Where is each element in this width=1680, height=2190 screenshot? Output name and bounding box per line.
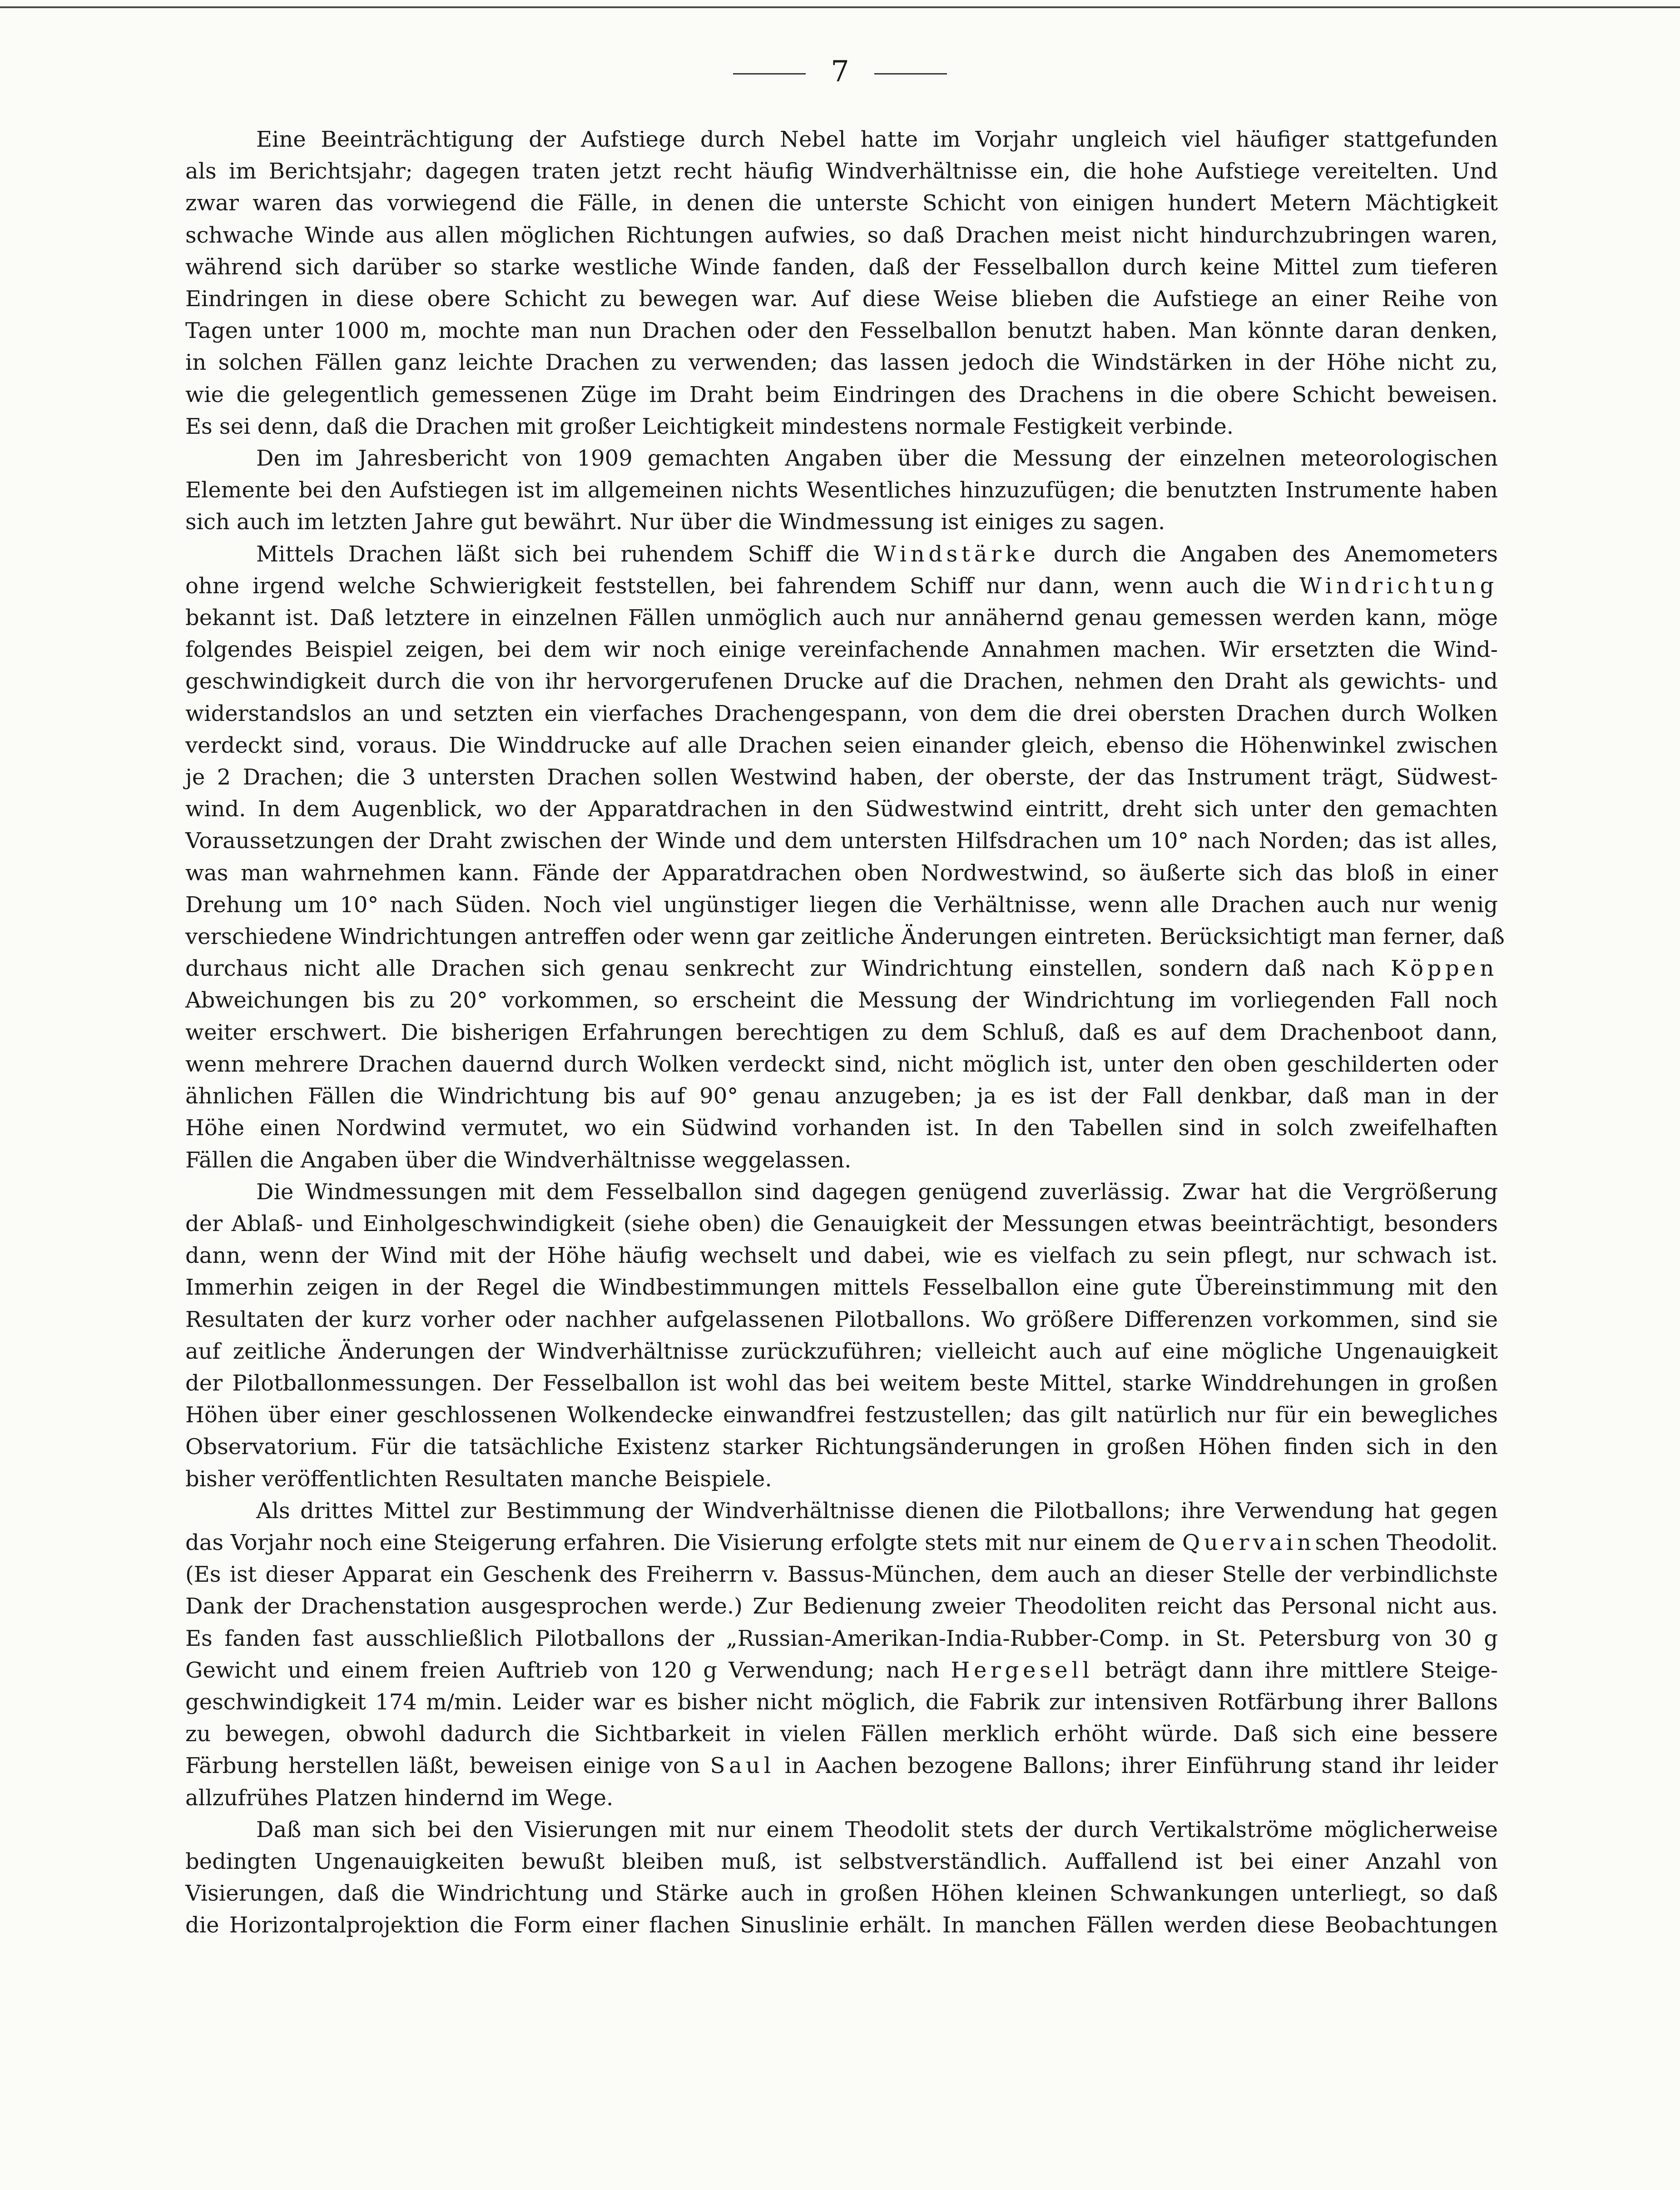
text-line: (Es ist dieser Apparat ein Geschenk des Freiherrn v. Bassus-München, dem auch an dieser Stelle der verbindlichste <box>185 1562 1498 1588</box>
text-line: Den im Jahresbericht von 1909 gemachten Angaben über die Messung der einzelnen meteorologischen <box>256 446 1498 472</box>
text-line: bedingten Ungenauigkeiten bewußt bleiben muß, ist selbstverständlich. Auffallend ist bei einer Anzahl von <box>185 1848 1498 1874</box>
text-line: wie die gelegentlich gemessenen Züge im Draht beim Eindringen des Drachens in die obere Schicht beweisen. <box>185 382 1498 407</box>
spaced-name: Windrichtung <box>1299 573 1498 599</box>
text-line: dann, wenn der Wind mit der Höhe häufig wechselt und dabei, wie es vielfach zu sein pflegt, nur schwach ist. <box>185 1243 1498 1269</box>
text-line: Resultaten der kurz vorher oder nachher aufgelassenen Pilotballons. Wo größere Differenzen vorkommen, sind sie <box>185 1306 1498 1332</box>
text-line: Höhen über einer geschlossenen Wolkendecke einwandfrei festzustellen; das gilt natürlich nur für ein bewegliches <box>185 1402 1498 1428</box>
text-line: Eine Beeinträchtigung der Aufstiege durch Nebel hatte im Vorjahr ungleich viel häufiger stattgefunden <box>256 127 1498 152</box>
text-line: Höhe einen Nordwind vermutet, wo ein Südwind vorhanden ist. In den Tabellen sind in solch zweifelhaften <box>185 1115 1498 1141</box>
text-line: durchaus nicht alle Drachen sich genau senkrecht zur Windrichtung einstellen, sondern daß nach Köppen <box>185 956 1498 982</box>
text-line: geschwindigkeit 174 m/min. Leider war es bisher nicht möglich, die Fabrik zur intensiven Rotfärbung ihrer Ballons <box>185 1689 1498 1715</box>
text-line: bekannt ist. Daß letztere in einzelnen Fällen unmöglich auch nur annähernd genau gemessen werden kann, möge <box>185 605 1498 631</box>
text-line: Elemente bei den Aufstiegen ist im allgemeinen nichts Wesentliches hinzuzufügen; die benutzten Instrumente haben <box>185 477 1498 503</box>
text-line: Drehung um 10° nach Süden. Noch viel ungünstiger liegen die Verhältnisse, wenn alle Drachen auch nur wenig <box>185 892 1498 918</box>
paragraph <box>185 442 1498 538</box>
text-line: Als drittes Mittel zur Bestimmung der Windverhältnisse dienen die Pilotballons; ihre Verwendung hat gegen <box>256 1498 1498 1524</box>
text-line: die Horizontalprojektion die Form einer flachen Sinuslinie erhält. In manchen Fällen werden diese Beobachtungen <box>185 1912 1498 1938</box>
spaced-name: Quervain <box>1182 1530 1315 1555</box>
text-line: Mittels Drachen läßt sich bei ruhendem Schiff die Windstärke durch die Angaben des Anemometers <box>256 541 1498 567</box>
page-number: 7 <box>831 55 849 89</box>
text-line: Voraussetzungen der Draht zwischen der Winde und dem untersten Hilfsdrachen um 10° nach Norden; das ist alles, <box>185 828 1498 854</box>
text-line: Eindringen in diese obere Schicht zu bewegen war. Auf diese Weise blieben die Aufstiege an einer Reihe von <box>185 286 1498 312</box>
paragraph <box>185 1176 1498 1495</box>
text-line: Die Windmessungen mit dem Fesselballon sind dagegen genügend zuverlässig. Zwar hat die Vergrößerung <box>256 1179 1498 1205</box>
text-line: allzufrühes Platzen hindernd im Wege. <box>185 1785 614 1811</box>
spaced-name: Hergesell <box>951 1657 1094 1683</box>
paragraph <box>185 1814 1498 1942</box>
text-line: widerstandslos an und setzten ein vierfaches Drachengespann, von dem die drei obersten Drachen durch Wolken <box>185 700 1498 726</box>
text-line: verschiedene Windrichtungen antreffen oder wenn gar zeitliche Änderungen eintreten. Berücksichtigt man ferner, daß <box>185 924 1505 950</box>
text-line: der Ablaß- und Einholgeschwindigkeit (siehe oben) die Genauigkeit der Messungen etwas beeinträchtigt, besonders <box>185 1211 1498 1237</box>
text-line: verdeckt sind, voraus. Die Winddrucke auf alle Drachen seien einander gleich, ebenso die Höhenwinkel zwischen <box>185 732 1498 758</box>
text-line: geschwindigkeit durch die von ihr hervorgerufenen Drucke auf die Drachen, nehmen den Draht als gewichts- und <box>185 669 1498 695</box>
text-line: zu bewegen, obwohl dadurch die Sichtbarkeit in vielen Fällen merklich erhöht würde. Daß sich eine bessere <box>185 1721 1498 1747</box>
header-dash-left <box>733 73 806 74</box>
spaced-name: Windstärke <box>873 541 1040 567</box>
text-line: als im Berichtsjahr; dagegen traten jetzt recht häufig Windverhältnisse ein, die hohe Aufstiege vereitelten. Und <box>185 159 1498 184</box>
body-text <box>185 124 1505 1942</box>
text-line: wind. In dem Augenblick, wo der Apparatdrachen in den Südwestwind eintritt, dreht sich unter den gemachten <box>185 796 1498 822</box>
text-line: sich auch im letzten Jahre gut bewährt. Nur über die Windmessung ist einiges zu sagen. <box>185 509 1165 535</box>
top-rule <box>0 6 1680 8</box>
text-line: weiter erschwert. Die bisherigen Erfahrungen berechtigen zu dem Schluß, daß es auf dem Drachenboot dann, <box>185 1019 1498 1045</box>
text-line: Immerhin zeigen in der Regel die Windbestimmungen mittels Fesselballon eine gute Übereinstimmung mit den <box>185 1275 1498 1301</box>
text-line: das Vorjahr noch eine Steigerung erfahren. Die Visierung erfolgte stets mit nur einem de Quervainschen Theodolit. <box>185 1530 1498 1555</box>
text-line: je 2 Drachen; die 3 untersten Drachen sollen Westwind haben, der oberste, der das Instrument trägt, Südwest- <box>185 765 1498 790</box>
text-line: Färbung herstellen läßt, beweisen einige von Saul in Aachen bezogene Ballons; ihrer Einführung stand ihr leider <box>185 1753 1498 1779</box>
spaced-name: Köppen <box>1390 956 1498 982</box>
text-line: Gewicht und einem freien Auftrieb von 120 g Verwendung; nach Hergesell beträgt dann ihre mittlere Steige- <box>185 1657 1498 1683</box>
text-line: auf zeitliche Änderungen der Windverhältnisse zurückzuführen; vielleicht auch auf eine mögliche Ungenauigkeit <box>185 1338 1498 1364</box>
text-line: während sich darüber so starke westliche Winde fanden, daß der Fesselballon durch keine Mittel zum tieferen <box>185 254 1498 280</box>
paragraph <box>185 124 1498 442</box>
text-line: ähnlichen Fällen die Windrichtung bis auf 90° genau anzugeben; ja es ist der Fall denkbar, daß man in der <box>185 1083 1498 1109</box>
text-line: Dank der Drachenstation ausgesprochen werde.) Zur Bedienung zweier Theodoliten reicht das Personal nicht aus. <box>185 1594 1498 1619</box>
text-line: Es sei denn, daß die Drachen mit großer Leichtigkeit mindestens normale Festigkeit verbinde. <box>185 413 1234 439</box>
text-line: Fällen die Angaben über die Windverhältnisse weggelassen. <box>185 1147 852 1173</box>
text-line: Tagen unter 1000 m, mochte man nun Drachen oder den Fesselballon benutzt haben. Man könnte daran denken, <box>185 318 1498 344</box>
spaced-name: Saul <box>710 1753 775 1779</box>
text-line: Observatorium. Für die tatsächliche Existenz starker Richtungsänderungen in großen Höhen finden sich in den <box>185 1434 1498 1460</box>
text-line: schwache Winde aus allen möglichen Richtungen aufwies, so daß Drachen meist nicht hindurchzubringen waren, <box>185 222 1498 248</box>
text-line: der Pilotballonmessungen. Der Fesselballon ist wohl das bei weitem beste Mittel, starke Winddrehungen in großen <box>185 1370 1498 1396</box>
text-line: was man wahrnehmen kann. Fände der Apparatdrachen oben Nordwestwind, so äußerte sich das bloß in einer <box>185 860 1498 886</box>
paragraph <box>185 538 1505 1176</box>
text-line: Es fanden fast ausschließlich Pilotballons der „Russian-Amerikan-India-Rubber-Comp. in St. Petersburg von 30 g <box>185 1625 1498 1651</box>
text-line: Daß man sich bei den Visierungen mit nur einem Theodolit stets der durch Vertikalströme möglicherweise <box>256 1817 1498 1842</box>
paragraph <box>185 1495 1498 1814</box>
text-line: ohne irgend welche Schwierigkeit feststellen, bei fahrendem Schiff nur dann, wenn auch die Windrichtung <box>185 573 1498 599</box>
text-line: zwar waren das vorwiegend die Fälle, in denen die unterste Schicht von einigen hundert Metern Mächtigkeit <box>185 190 1498 216</box>
text-line: Visierungen, daß die Windrichtung und Stärke auch in großen Höhen kleinen Schwankungen unterliegt, so daß <box>185 1881 1498 1907</box>
text-line: folgendes Beispiel zeigen, bei dem wir noch einige vereinfachende Annahmen machen. Wir ersetzten die Wind- <box>185 637 1498 663</box>
text-line: Abweichungen bis zu 20° vorkommen, so erscheint die Messung der Windrichtung im vorliegenden Fall noch <box>185 988 1498 1013</box>
text-line: in solchen Fällen ganz leichte Drachen zu verwenden; das lassen jedoch die Windstärken in der Höhe nicht zu, <box>185 350 1498 376</box>
text-line: wenn mehrere Drachen dauernd durch Wolken verdeckt sind, nicht möglich ist, unter den oben geschilderten oder <box>185 1051 1498 1077</box>
text-line: bisher veröffentlichten Resultaten manche Beispiele. <box>185 1466 772 1492</box>
page-header <box>0 54 1680 90</box>
header-dash-right <box>874 73 947 74</box>
